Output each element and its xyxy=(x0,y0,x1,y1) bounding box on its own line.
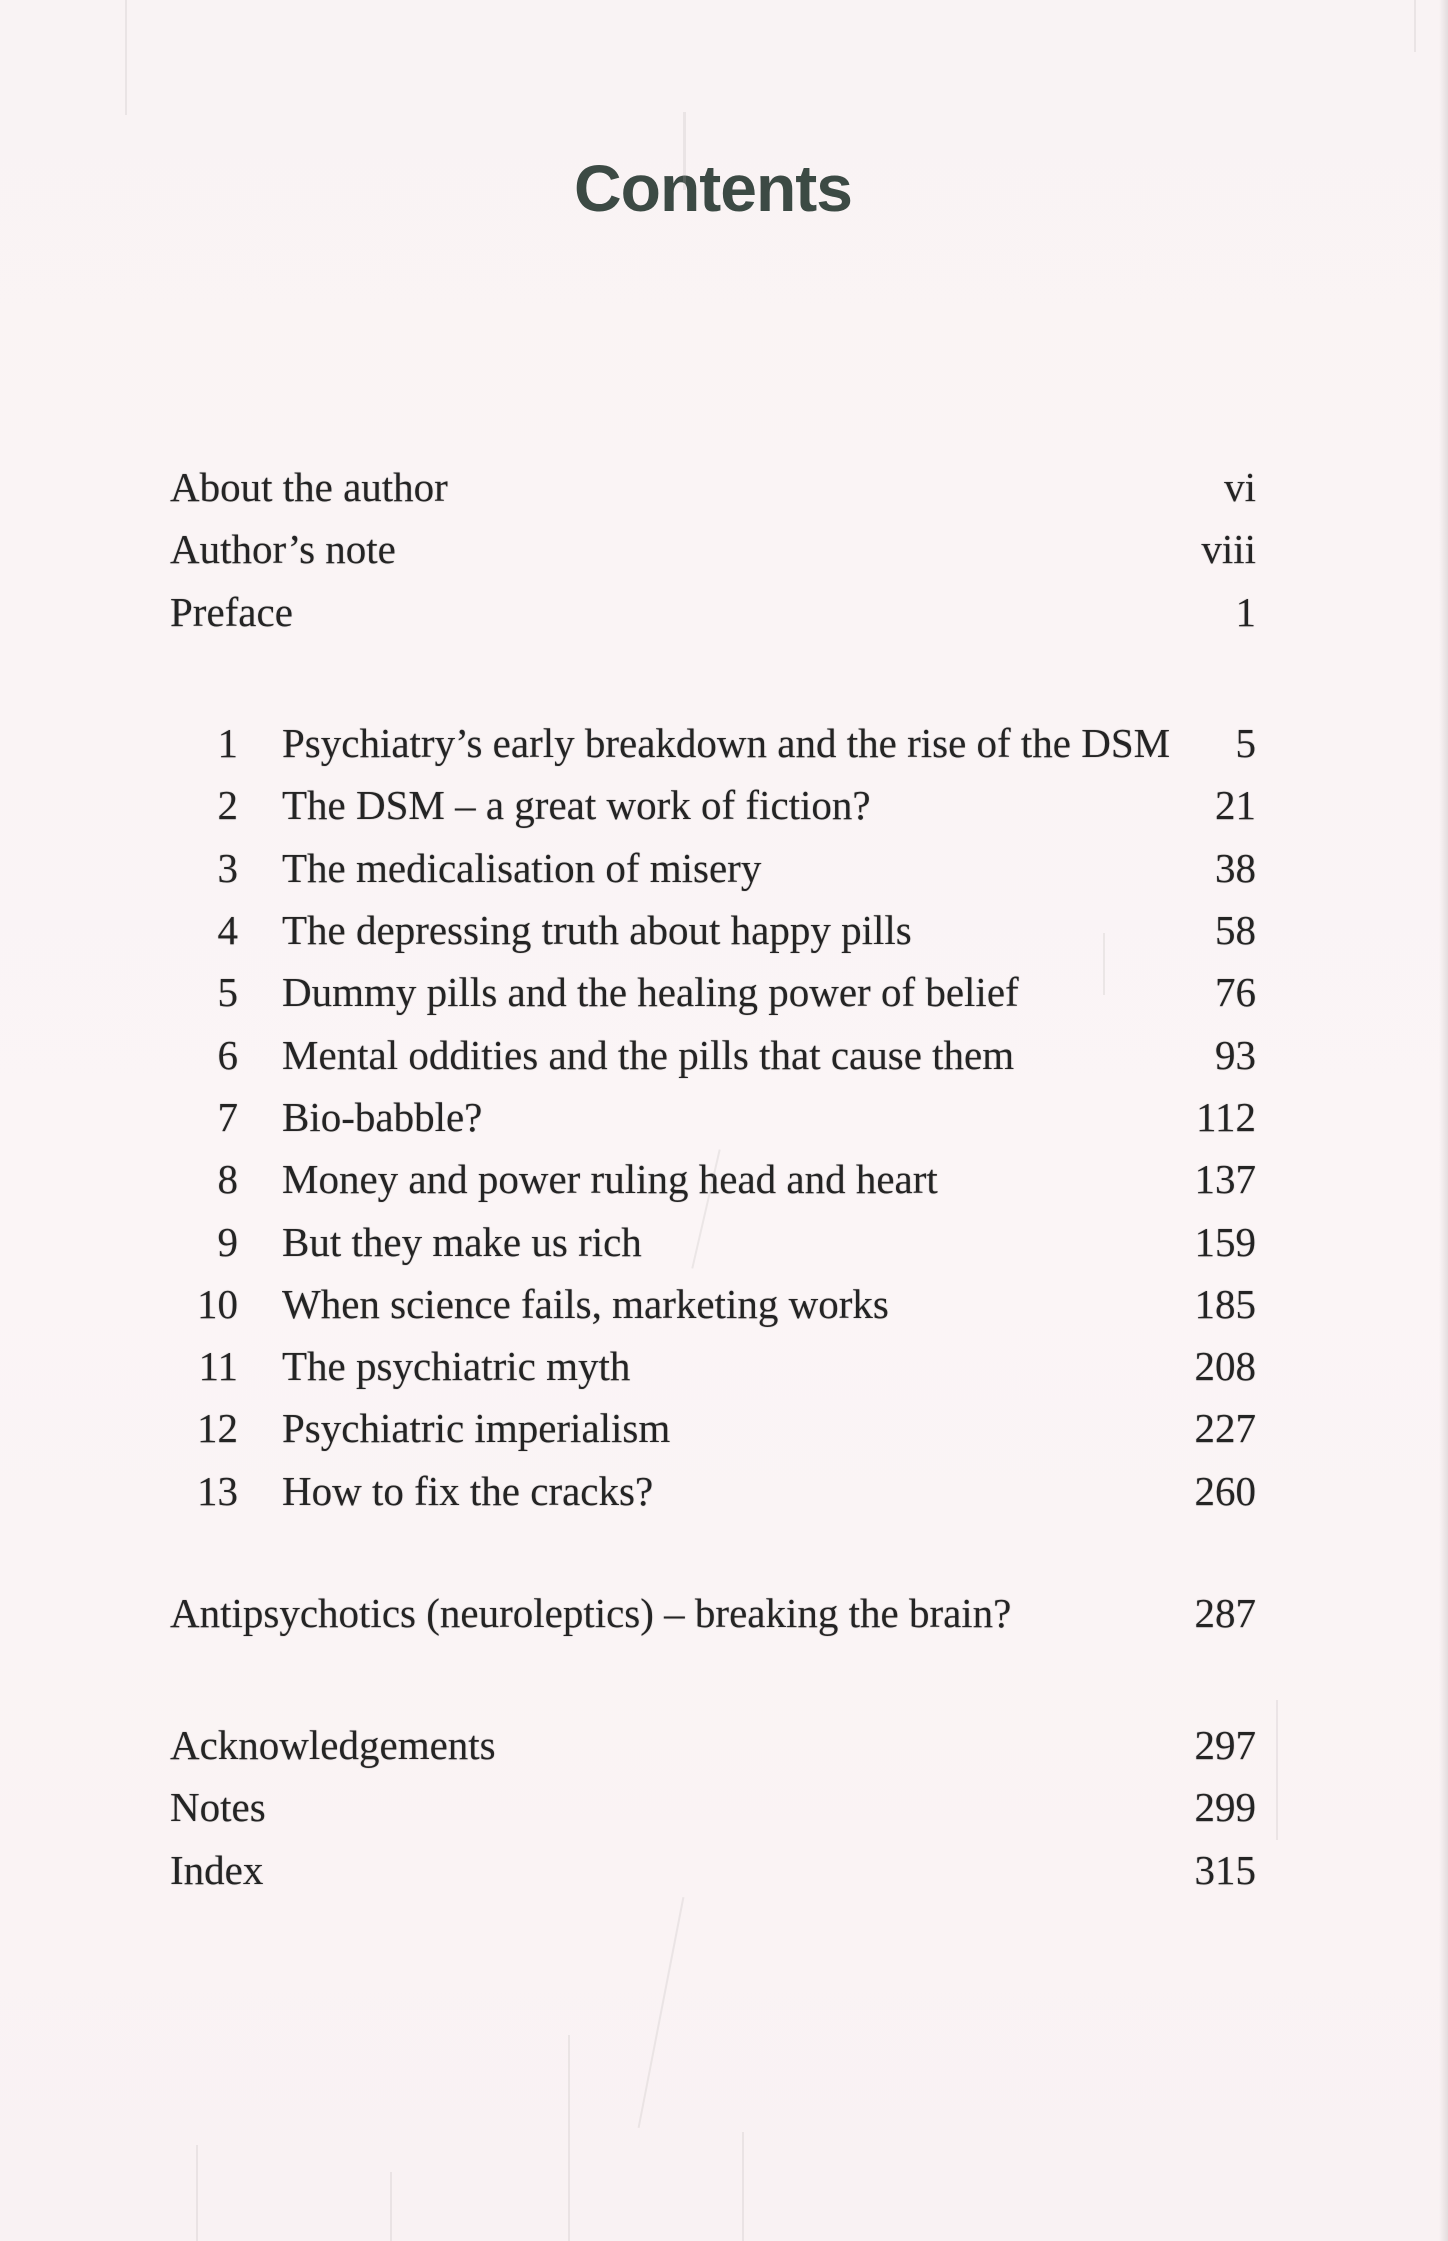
chapter-title: The medicalisation of misery xyxy=(282,844,762,891)
chapter-number: 10 xyxy=(197,1280,238,1327)
scan-line xyxy=(125,0,127,115)
chapter-number: 4 xyxy=(217,907,238,954)
chapter-page-number: 5 xyxy=(1235,720,1256,767)
toc-entry-page-number: 299 xyxy=(1194,1784,1256,1831)
page-title: Contents xyxy=(574,151,852,225)
chapter-title: How to fix the cracks? xyxy=(282,1467,654,1514)
toc-entry-label: Notes xyxy=(170,1784,266,1831)
chapter-row xyxy=(170,1273,1256,1335)
chapter-page-number: 38 xyxy=(1215,844,1256,891)
scan-line xyxy=(638,1897,685,2128)
scan-line xyxy=(1276,1700,1278,1840)
scan-line xyxy=(196,2145,198,2241)
chapter-number: 2 xyxy=(217,782,238,829)
scan-line xyxy=(742,2132,744,2241)
scan-line xyxy=(390,2172,392,2241)
chapter-number: 9 xyxy=(217,1218,238,1265)
chapter-page-number: 58 xyxy=(1215,907,1256,954)
scan-line xyxy=(1414,0,1416,52)
chapter-page-number: 137 xyxy=(1194,1156,1256,1203)
toc-entry-label: Acknowledgements xyxy=(170,1722,496,1769)
chapter-number: 3 xyxy=(217,844,238,891)
chapter-page-number: 260 xyxy=(1194,1467,1256,1514)
chapter-row xyxy=(170,1148,1256,1210)
scan-edge-shadow xyxy=(1439,0,1448,2241)
toc-entry-label: About the author xyxy=(170,464,448,511)
standalone-entry-label: Antipsychotics (neuroleptics) – breaking the brain? xyxy=(170,1590,1012,1637)
toc-row xyxy=(170,518,1256,580)
chapter-number: 11 xyxy=(198,1343,238,1390)
chapter-page-number: 112 xyxy=(1196,1093,1256,1140)
chapter-title: But they make us rich xyxy=(282,1218,642,1265)
chapter-number: 12 xyxy=(197,1405,238,1452)
chapter-page-number: 208 xyxy=(1194,1343,1256,1390)
chapter-page-number: 227 xyxy=(1194,1405,1256,1452)
scan-line xyxy=(568,2035,570,2241)
chapter-number: 6 xyxy=(217,1031,238,1078)
chapter-row xyxy=(170,774,1256,836)
toc-row xyxy=(170,1839,1256,1901)
chapter-title: The psychiatric myth xyxy=(282,1343,631,1390)
toc-entry-label: Preface xyxy=(170,588,293,635)
toc-row xyxy=(170,456,1256,518)
toc-row xyxy=(170,581,1256,643)
chapter-row xyxy=(170,1397,1256,1459)
chapter-row xyxy=(170,837,1256,899)
toc-entry-label: Author’s note xyxy=(170,526,396,573)
back-matter-list xyxy=(170,1714,1256,1901)
chapter-page-number: 76 xyxy=(1215,969,1256,1016)
standalone-entry xyxy=(170,1582,1256,1644)
chapter-title: Mental oddities and the pills that cause them xyxy=(282,1031,1015,1078)
toc-row xyxy=(170,1776,1256,1838)
chapter-page-number: 21 xyxy=(1215,782,1256,829)
chapter-row xyxy=(170,1023,1256,1085)
toc-entry-page-number: 315 xyxy=(1194,1846,1256,1893)
toc-entry-page-number: viii xyxy=(1201,526,1256,573)
standalone-entry-page-number: 287 xyxy=(1194,1590,1256,1637)
chapter-row xyxy=(170,712,1256,774)
chapter-list xyxy=(170,712,1256,1522)
toc-entry-page-number: vi xyxy=(1224,464,1256,511)
chapter-title: Money and power ruling head and heart xyxy=(282,1156,938,1203)
chapter-title: The DSM – a great work of fiction? xyxy=(282,782,871,829)
chapter-number: 1 xyxy=(217,720,238,767)
chapter-number: 5 xyxy=(217,969,238,1016)
chapter-row xyxy=(170,899,1256,961)
chapter-page-number: 159 xyxy=(1194,1218,1256,1265)
chapter-row xyxy=(170,1460,1256,1522)
front-matter-list xyxy=(170,456,1256,643)
chapter-row xyxy=(170,1086,1256,1148)
chapter-page-number: 93 xyxy=(1215,1031,1256,1078)
chapter-title: Bio-babble? xyxy=(282,1093,483,1140)
chapter-page-number: 185 xyxy=(1194,1280,1256,1327)
chapter-number: 7 xyxy=(217,1093,238,1140)
toc-row xyxy=(170,1714,1256,1776)
chapter-title: When science fails, marketing works xyxy=(282,1280,889,1327)
toc-entry-label: Index xyxy=(170,1846,264,1893)
chapter-number: 13 xyxy=(197,1467,238,1514)
toc-entry-page-number: 1 xyxy=(1235,588,1256,635)
chapter-title: Psychiatry’s early breakdown and the rise of the DSM xyxy=(282,720,1171,767)
toc-entry-page-number: 297 xyxy=(1194,1722,1256,1769)
chapter-row xyxy=(170,1210,1256,1272)
chapter-title: Dummy pills and the healing power of belief xyxy=(282,969,1019,1016)
chapter-title: Psychiatric imperialism xyxy=(282,1405,671,1452)
chapter-title: The depressing truth about happy pills xyxy=(282,907,912,954)
chapter-row xyxy=(170,961,1256,1023)
chapter-number: 8 xyxy=(217,1156,238,1203)
chapter-row xyxy=(170,1335,1256,1397)
